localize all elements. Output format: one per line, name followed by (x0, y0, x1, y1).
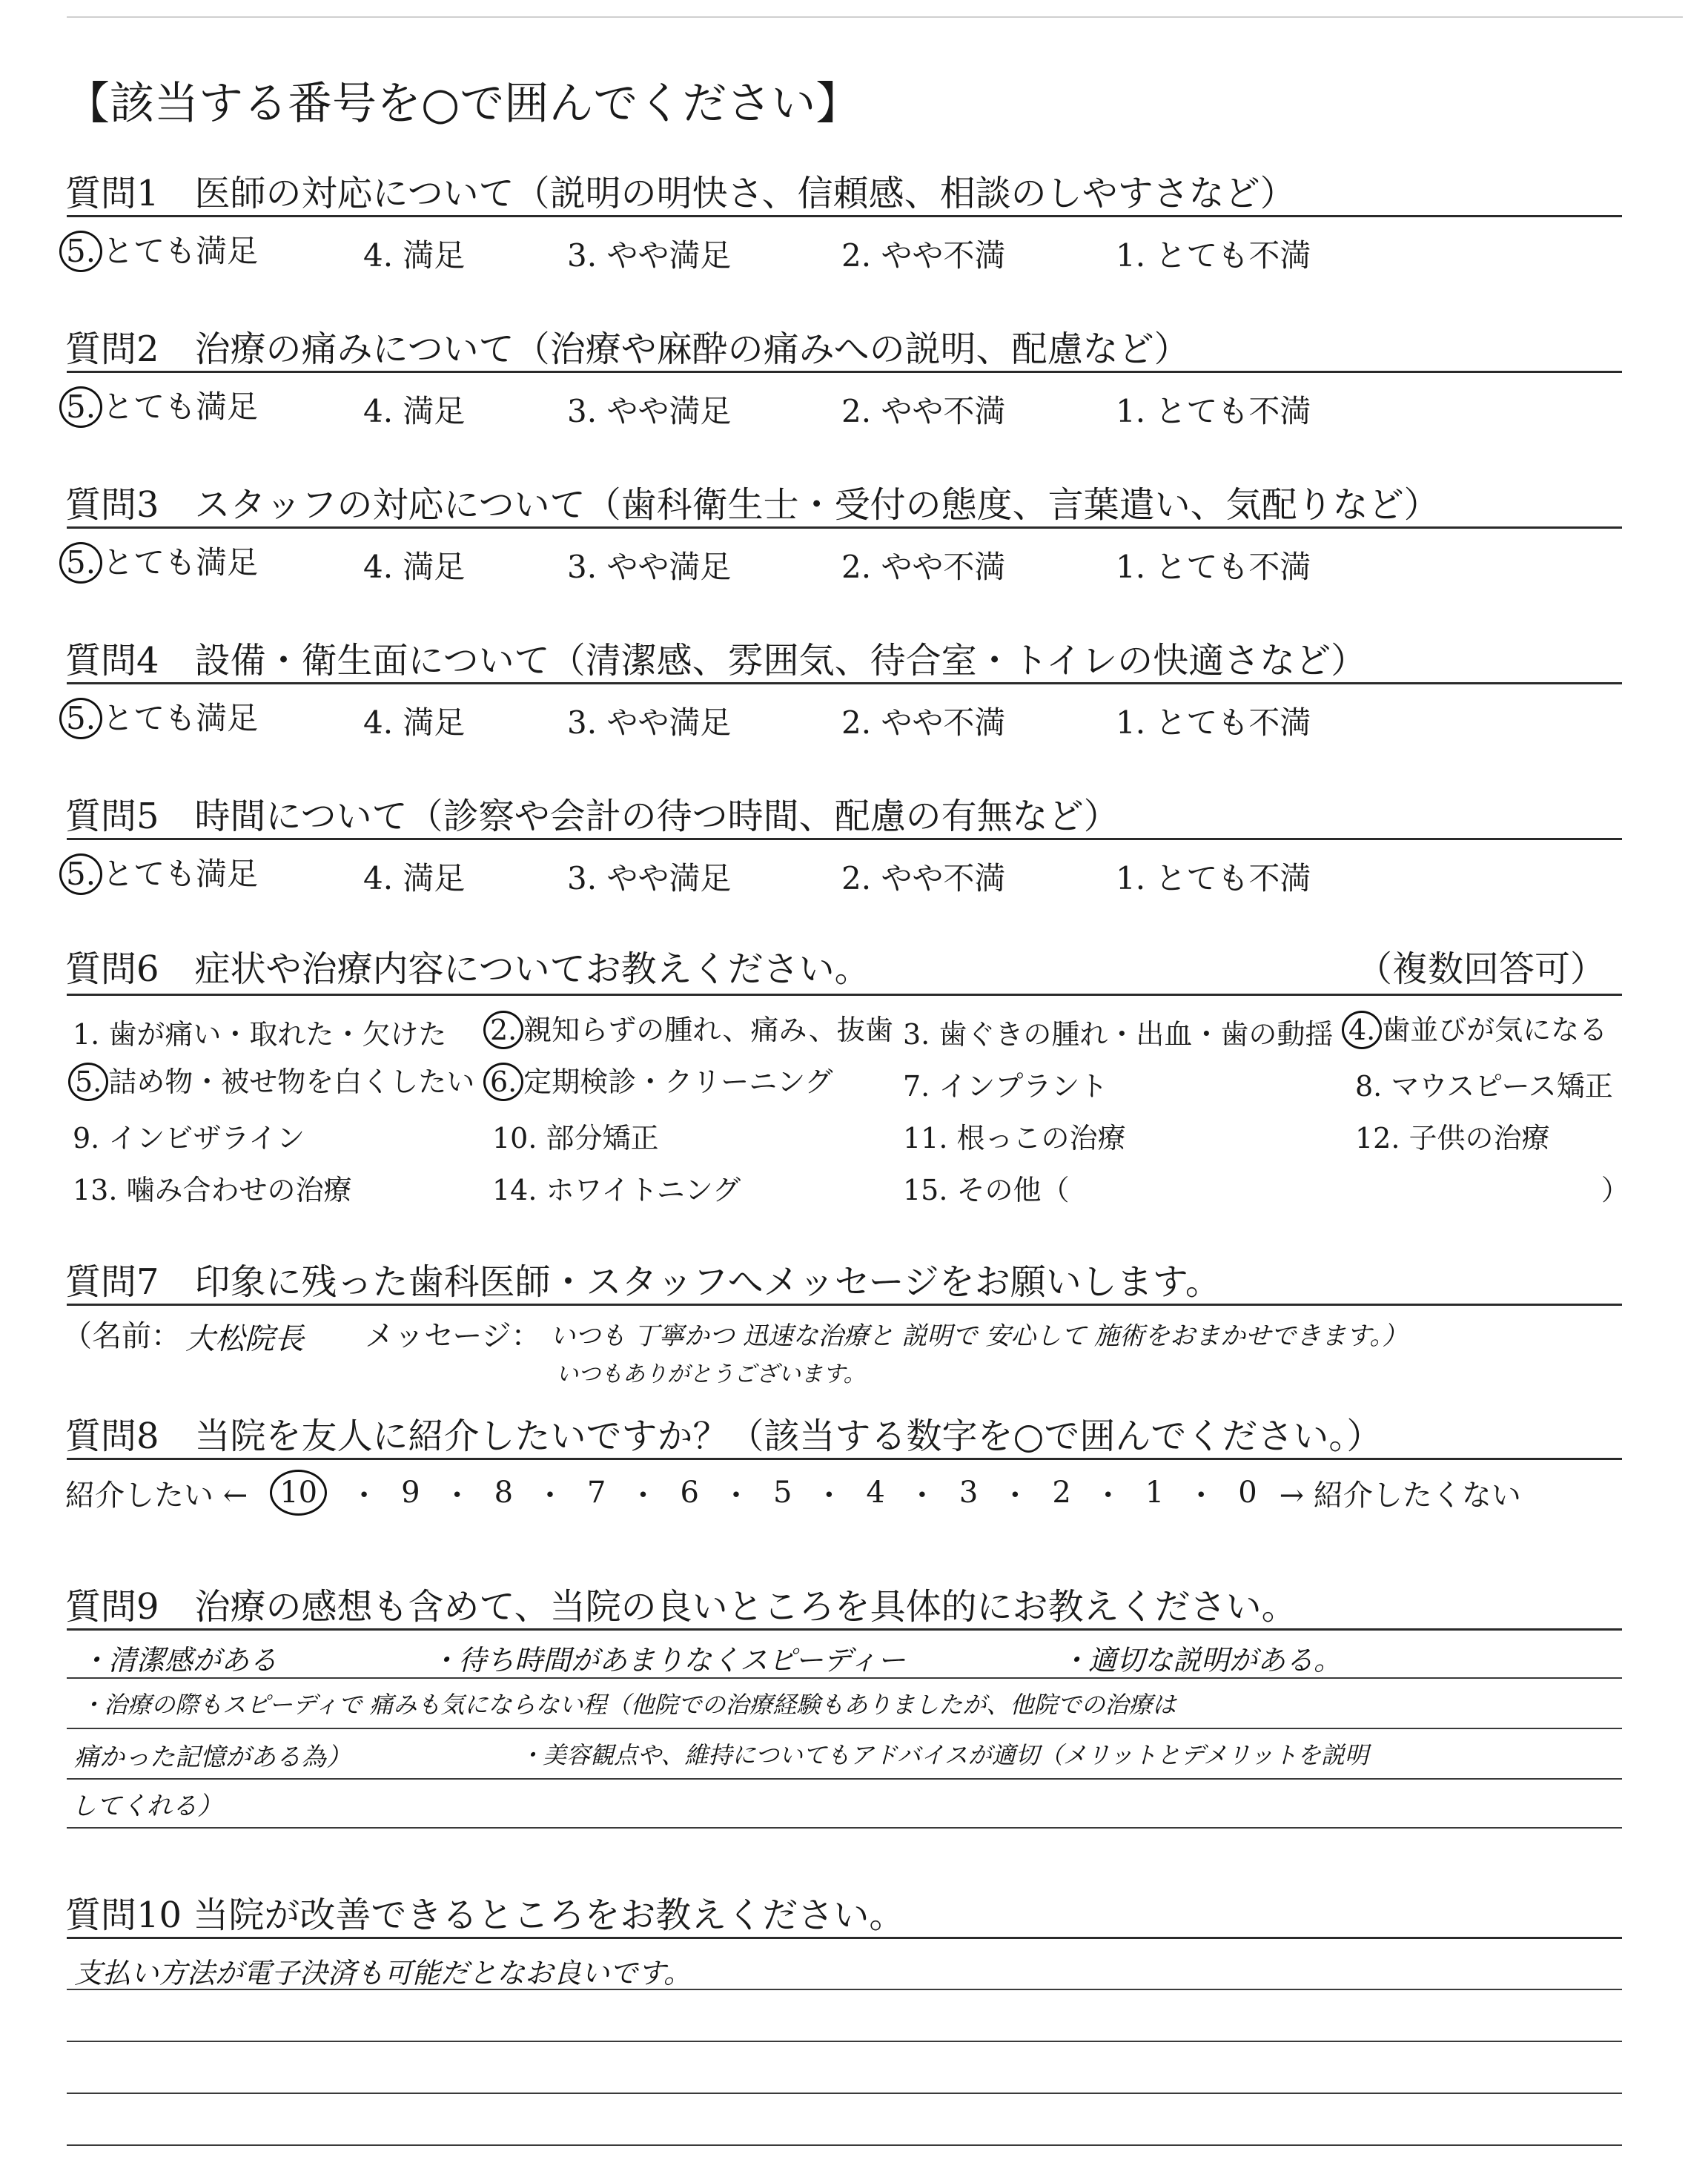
question-10-title: 質問10 当院が改善できるところをお教えください。 (65, 1895, 905, 1936)
option-label: 歯並びが気になる (1382, 1014, 1608, 1046)
q8-option-6[interactable]: 6 (680, 1476, 699, 1510)
q9-answer-rule-3 (67, 1778, 1622, 1780)
q9-answer-1c[interactable]: ・適切な説明がある。 (1060, 1644, 1343, 1677)
rating-option-3[interactable]: 3. やや満足 (567, 549, 732, 585)
selected-circle: 5. (59, 231, 102, 272)
rating-option-4[interactable]: 4. 満足 (363, 393, 466, 429)
q8-dot: ・ (442, 1478, 472, 1513)
question-5-title: 質問5 時間について（診察や会計の待つ時間、配慮の有無など） (65, 796, 1119, 837)
rating-option-3[interactable]: 3. やや満足 (567, 237, 732, 274)
q9-answer-rule-1 (67, 1677, 1622, 1679)
q7-name-label: （名前： (62, 1319, 181, 1353)
q6-option-9[interactable]: 9. インビザライン (73, 1122, 305, 1155)
rating-option-5[interactable] (59, 850, 258, 895)
question-5-rule (67, 838, 1622, 840)
question-6-rule (67, 994, 1622, 996)
rating-option-1[interactable]: 1. とても不満 (1116, 393, 1311, 429)
q9-answer-3a[interactable]: 痛かった記憶がある為） (74, 1743, 351, 1772)
q8-left-label: 紹介したい ← (65, 1478, 248, 1513)
question-6-title: 質問6 症状や治療内容についてお教えください。 (65, 948, 870, 990)
q8-selected-10[interactable]: 10 (270, 1470, 327, 1516)
option-label: とても満足 (102, 700, 259, 736)
q6-option-7[interactable]: 7. インプラント (903, 1070, 1108, 1103)
rating-option-1[interactable]: 1. とても不満 (1116, 237, 1311, 274)
q6-option-13[interactable]: 13. 噛み合わせの治療 (73, 1174, 352, 1206)
question-9-rule (67, 1628, 1622, 1631)
question-7-title: 質問7 印象に残った歯科医師・スタッフへメッセージをお願いします。 (65, 1261, 1221, 1303)
selected-circle: 6. (483, 1063, 523, 1101)
q8-option-3[interactable]: 3 (959, 1476, 979, 1510)
rating-option-4[interactable]: 4. 満足 (363, 237, 466, 274)
rating-option-2[interactable]: 2. やや不満 (841, 860, 1006, 896)
rating-option-4[interactable]: 4. 満足 (363, 860, 466, 896)
q8-dot: ・ (721, 1478, 751, 1513)
q8-option-0[interactable]: 0 (1238, 1476, 1257, 1510)
q8-dot: ・ (1093, 1478, 1123, 1513)
rating-option-1[interactable]: 1. とても不満 (1116, 860, 1311, 896)
rating-option-2[interactable]: 2. やや不満 (841, 704, 1006, 741)
q8-option-8[interactable]: 8 (494, 1476, 514, 1510)
option-label: とても満足 (102, 389, 259, 425)
q7-message-line-1[interactable]: いつも 丁寧かつ 迅速な治療と 説明で 安心して 施術をおまかせできます。） (550, 1321, 1408, 1351)
question-9-title: 質問9 治療の感想も含めて、当院の良いところを具体的にお教えください。 (65, 1586, 1297, 1628)
q6-option-1[interactable]: 1. 歯が痛い・取れた・欠けた (73, 1018, 447, 1051)
option-label: 親知らずの腫れ、痛み、抜歯 (523, 1014, 893, 1046)
q6-option-6[interactable] (483, 1059, 833, 1101)
question-4-title: 質問4 設備・衛生面について（清潔感、雰囲気、待合室・トイレの快適さなど） (65, 640, 1367, 681)
q9-answer-rule-2 (67, 1728, 1622, 1729)
q7-name-handwritten[interactable]: 大松院長 (185, 1322, 304, 1356)
q9-answer-1a[interactable]: ・清潔感がある (80, 1644, 278, 1677)
q10-answer-rule-3 (67, 2093, 1622, 2094)
question-10-rule (67, 1937, 1622, 1939)
rating-option-5[interactable] (59, 227, 258, 272)
option-label: とても満足 (102, 856, 259, 892)
q8-dot: ・ (814, 1478, 844, 1513)
q9-answer-4[interactable]: してくれる） (71, 1791, 222, 1821)
q8-option-9[interactable]: 9 (401, 1476, 420, 1510)
question-3-rule (67, 526, 1622, 529)
q8-dot: ・ (1186, 1478, 1217, 1513)
q6-option-4[interactable] (1342, 1007, 1607, 1049)
selected-circle: 4. (1342, 1011, 1382, 1049)
q8-dot: ・ (628, 1478, 658, 1513)
q9-answer-3b[interactable]: ・美容観点や、維持についてもアドバイスが適切（メリットとデメリットを説明 (519, 1741, 1368, 1769)
question-1-title: 質問1 医師の対応について（説明の明快さ、信頼感、相談のしやすさなど） (65, 173, 1296, 214)
q9-answer-1b[interactable]: ・待ち時間があまりなくスピーディー (430, 1644, 906, 1677)
q6-option-10[interactable]: 10. 部分矯正 (492, 1122, 659, 1155)
q10-answer-rule-1 (67, 1989, 1622, 1990)
rating-option-5[interactable] (59, 694, 258, 739)
q6-option-15-close: ） (1601, 1174, 1630, 1206)
q6-option-15[interactable]: 15. その他（ (903, 1174, 1070, 1206)
page-title: 【該当する番号を○で囲んでください】 (65, 78, 861, 130)
rating-option-2[interactable]: 2. やや不満 (841, 549, 1006, 585)
q10-answer-1[interactable]: 支払い方法が電子決済も可能だとなお良いです。 (74, 1957, 692, 1989)
question-2-title: 質問2 治療の痛みについて（治療や麻酔の痛みへの説明、配慮など） (65, 328, 1190, 370)
rating-option-5[interactable] (59, 538, 258, 584)
selected-circle: 5. (59, 542, 102, 584)
q7-message-line-2[interactable]: いつもありがとうございます。 (556, 1361, 866, 1387)
selected-circle: 5. (59, 698, 102, 739)
q7-message-label: メッセージ： (365, 1319, 541, 1353)
scan-edge-line (67, 16, 1683, 18)
q10-answer-rule-2 (67, 2041, 1622, 2042)
q8-option-4[interactable]: 4 (866, 1476, 885, 1510)
q9-answer-rule-4 (67, 1827, 1622, 1829)
rating-option-3[interactable]: 3. やや満足 (567, 393, 732, 429)
selected-circle: 5. (59, 853, 102, 895)
rating-option-2[interactable]: 2. やや不満 (841, 393, 1006, 429)
option-label: とても満足 (102, 544, 259, 581)
question-8-title: 質問8 当院を友人に紹介したいですか？（該当する数字を○で囲んでください。） (65, 1416, 1383, 1457)
q6-option-14[interactable]: 14. ホワイトニング (492, 1174, 741, 1206)
question-1-rule (67, 215, 1622, 217)
question-6-note: （複数回答可） (1357, 948, 1606, 990)
rating-option-5[interactable] (59, 383, 258, 428)
selected-circle: 5. (68, 1063, 108, 1101)
q8-option-1[interactable]: 1 (1145, 1476, 1165, 1510)
rating-option-1[interactable]: 1. とても不満 (1116, 549, 1311, 585)
q8-dot: ・ (535, 1478, 566, 1513)
q9-answer-2[interactable]: ・治療の際もスピーディで 痛みも気にならない程（他院での治療経験もありましたが、他院での治療は (80, 1691, 1176, 1719)
selected-circle: 2. (483, 1011, 523, 1049)
question-8-rule (67, 1458, 1622, 1460)
rating-option-4[interactable]: 4. 満足 (363, 704, 466, 741)
question-3-title: 質問3 スタッフの対応について（歯科衛生士・受付の態度、言葉遣い、気配りなど） (65, 484, 1440, 526)
option-label: とても満足 (102, 233, 259, 269)
selected-circle: 5. (59, 386, 102, 428)
q10-answer-rule-4 (67, 2144, 1622, 2146)
question-7-rule (67, 1304, 1622, 1306)
question-4-rule (67, 682, 1622, 684)
rating-option-2[interactable]: 2. やや不満 (841, 237, 1006, 274)
rating-option-3[interactable]: 3. やや満足 (567, 704, 732, 741)
option-label: 詰め物・被せ物を白くしたい (108, 1066, 475, 1098)
option-label: 定期検診・クリーニング (523, 1066, 833, 1098)
q6-option-2[interactable] (483, 1007, 893, 1049)
rating-option-3[interactable]: 3. やや満足 (567, 860, 732, 896)
q8-dot: ・ (1000, 1478, 1030, 1513)
rating-option-1[interactable]: 1. とても不満 (1116, 704, 1311, 741)
q6-option-5[interactable] (68, 1059, 474, 1101)
q8-option-5[interactable]: 5 (772, 1476, 792, 1510)
q8-option-2[interactable]: 2 (1052, 1476, 1071, 1510)
question-2-rule (67, 371, 1622, 373)
q8-dot: ・ (349, 1478, 380, 1513)
q6-option-11[interactable]: 11. 根っこの治療 (903, 1122, 1126, 1155)
rating-option-4[interactable]: 4. 満足 (363, 549, 466, 585)
q8-scale (65, 1470, 1521, 1516)
q8-option-7[interactable]: 7 (587, 1476, 606, 1510)
q6-option-8[interactable]: 8. マウスピース矯正 (1355, 1070, 1613, 1103)
q6-option-12[interactable]: 12. 子供の治療 (1355, 1122, 1550, 1155)
q8-dot: ・ (907, 1478, 937, 1513)
q8-right-label: → 紹介したくない (1279, 1478, 1521, 1513)
q6-option-3[interactable]: 3. 歯ぐきの腫れ・出血・歯の動揺 (903, 1018, 1334, 1051)
